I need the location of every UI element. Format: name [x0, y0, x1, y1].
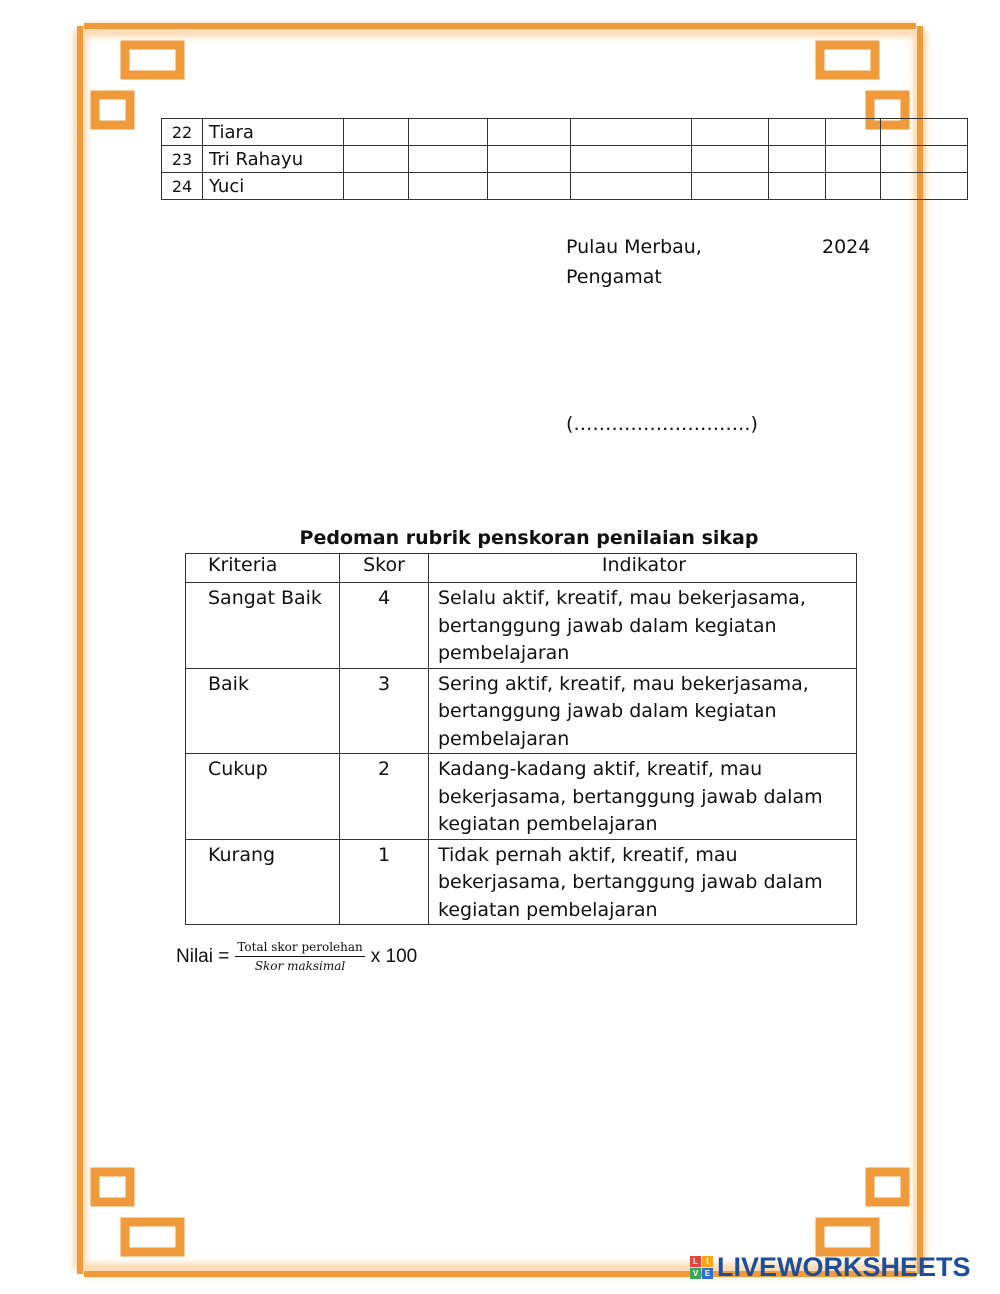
rubric-row	[186, 839, 857, 925]
indicator-cell: Sering aktif, kreatif, mau bekerjasama, bertanggung jawab dalam kegiatan pembelajaran	[429, 668, 857, 754]
score-cell[interactable]	[881, 146, 968, 173]
rubric-title: Pedoman rubrik penskoran penilaian sikap	[299, 527, 759, 549]
logo-letter: I	[702, 1256, 713, 1267]
score-cell[interactable]	[692, 173, 769, 200]
row-number: 22	[162, 119, 203, 146]
formula-multiplier: x 100	[370, 945, 418, 967]
rubric-header-row	[186, 554, 857, 583]
logo-letter: E	[702, 1268, 713, 1279]
brand-name: LIVEWORKSHEETS	[717, 1252, 971, 1282]
liveworksheets-logo-icon	[690, 1256, 713, 1279]
criteria-cell: Sangat Baik	[186, 583, 340, 669]
criteria-cell: Cukup	[186, 754, 340, 840]
header-score: Skor	[340, 554, 429, 583]
score-value: 1	[340, 839, 429, 925]
score-cell[interactable]	[881, 173, 968, 200]
score-cell[interactable]	[826, 146, 881, 173]
score-cell[interactable]	[344, 119, 409, 146]
student-name: Tri Rahayu	[203, 146, 344, 173]
formula-numerator: Total skor perolehan	[235, 940, 364, 957]
score-value: 2	[340, 754, 429, 840]
formula-denominator: Skor maksimal	[254, 959, 346, 973]
score-cell[interactable]	[488, 146, 571, 173]
table-row	[162, 119, 968, 146]
score-cell[interactable]	[826, 119, 881, 146]
indicator-cell: Tidak pernah aktif, kreatif, mau bekerjasama, bertanggung jawab dalam kegiatan pembelajaran	[429, 839, 857, 925]
score-cell[interactable]	[692, 119, 769, 146]
criteria-cell: Baik	[186, 668, 340, 754]
score-cell[interactable]	[692, 146, 769, 173]
attendance-table	[161, 118, 968, 200]
score-cell[interactable]	[344, 146, 409, 173]
score-cell[interactable]	[409, 146, 488, 173]
score-cell[interactable]	[488, 119, 571, 146]
student-name: Yuci	[203, 173, 344, 200]
liveworksheets-brand[interactable]	[690, 1252, 971, 1283]
criteria-cell: Kurang	[186, 839, 340, 925]
score-cell[interactable]	[488, 173, 571, 200]
student-name: Tiara	[203, 119, 344, 146]
rubric-row	[186, 754, 857, 840]
score-cell[interactable]	[344, 173, 409, 200]
signature-place: Pulau Merbau,	[566, 236, 702, 258]
score-formula	[176, 940, 417, 973]
score-cell[interactable]	[769, 146, 826, 173]
score-cell[interactable]	[409, 119, 488, 146]
indicator-cell: Selalu aktif, kreatif, mau bekerjasama, bertanggung jawab dalam kegiatan pembelajaran	[429, 583, 857, 669]
table-row	[162, 173, 968, 200]
score-cell[interactable]	[571, 119, 692, 146]
score-cell[interactable]	[769, 173, 826, 200]
rubric-row	[186, 668, 857, 754]
rubric-table	[185, 553, 857, 925]
score-cell[interactable]	[826, 173, 881, 200]
indicator-cell: Kadang-kadang aktif, kreatif, mau bekerjasama, bertanggung jawab dalam kegiatan pembelajaran	[429, 754, 857, 840]
score-cell[interactable]	[571, 173, 692, 200]
header-indicator: Indikator	[429, 554, 857, 583]
score-cell[interactable]	[571, 146, 692, 173]
formula-label: Nilai =	[176, 945, 230, 967]
header-criteria: Kriteria	[186, 554, 340, 583]
score-cell[interactable]	[769, 119, 826, 146]
formula-fraction	[235, 940, 364, 973]
signature-role: Pengamat	[566, 266, 662, 288]
score-value: 4	[340, 583, 429, 669]
row-number: 23	[162, 146, 203, 173]
logo-letter: V	[690, 1268, 701, 1279]
signature-year: 2024	[822, 236, 871, 258]
score-cell[interactable]	[409, 173, 488, 200]
score-value: 3	[340, 668, 429, 754]
row-number: 24	[162, 173, 203, 200]
rubric-row	[186, 583, 857, 669]
signature-blank: (……………………….)	[566, 413, 758, 435]
table-row	[162, 146, 968, 173]
score-cell[interactable]	[881, 119, 968, 146]
logo-letter: L	[690, 1256, 701, 1267]
